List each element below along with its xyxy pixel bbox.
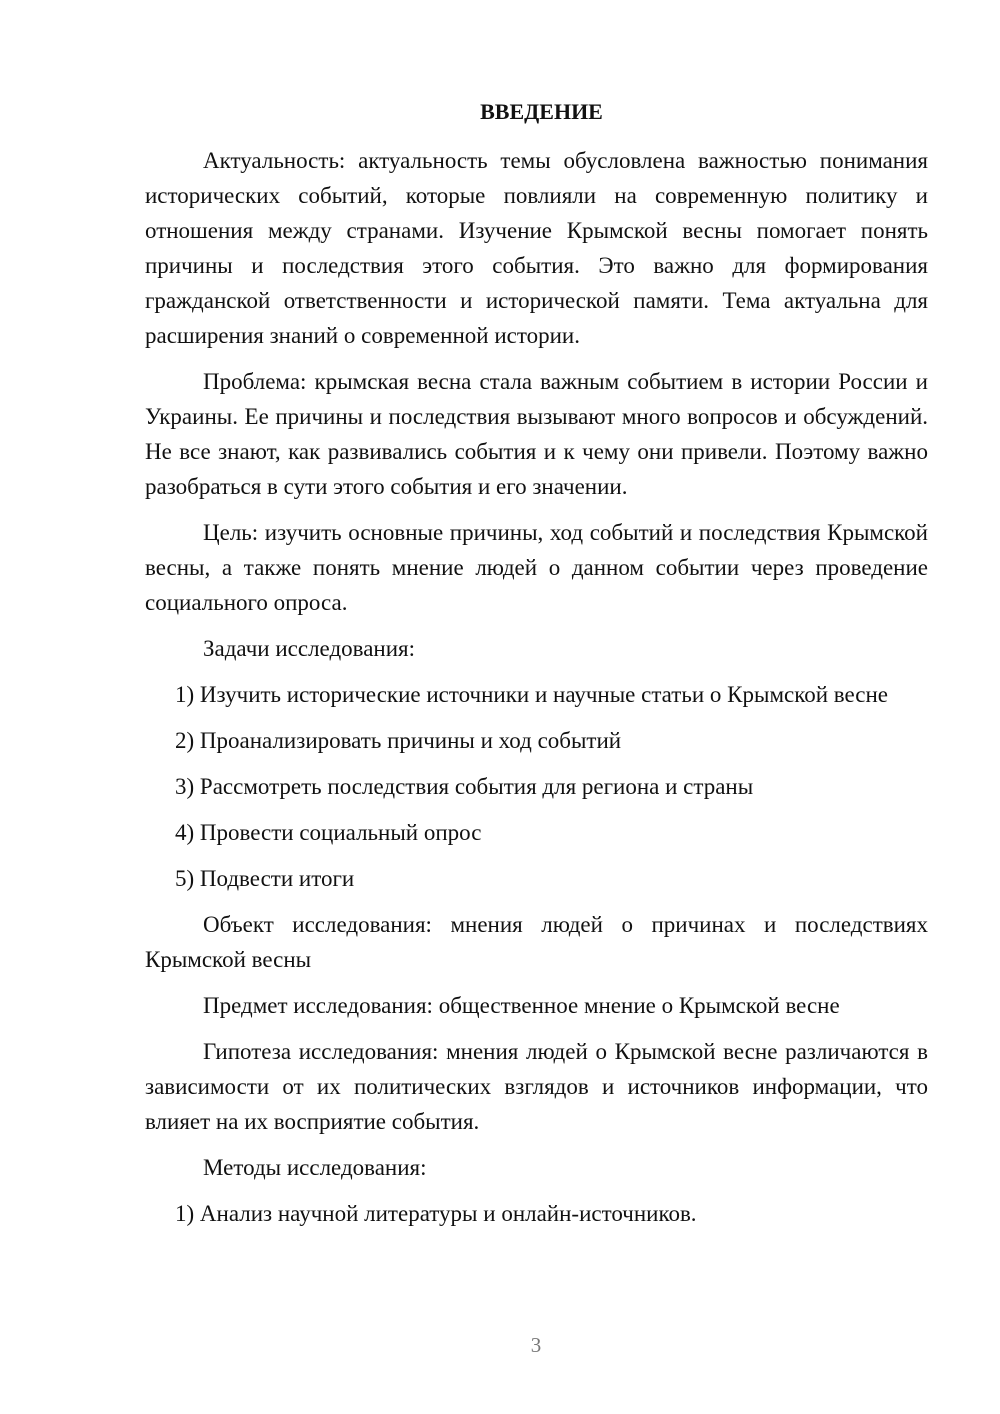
relevance-paragraph: Актуальность: актуальность темы обусловлена важностью понимания исторических событий, которые повлияли на современную политику и отношения между странами. Изучение Крымской весны помогает понять причины и последствия этого события. Это важно для формирования гражданской ответственности и исторической памяти. Тема актуальна для расширения знаний о современной истории. (145, 148, 928, 348)
tasks-heading: Задачи исследования: (203, 636, 416, 661)
task-item: 4) Провести социальный опрос (175, 820, 482, 845)
hypothesis-paragraph: Гипотеза исследования: мнения людей о Крымской весне различаются в зависимости от их политических взглядов и источников информации, что влияет на их восприятие события. (145, 1039, 928, 1134)
task-item: 5) Подвести итоги (175, 866, 355, 891)
object-paragraph: Объект исследования: мнения людей о причинах и последствиях Крымской весны (145, 912, 928, 972)
goal-paragraph: Цель: изучить основные причины, ход событий и последствия Крымской весны, а также понять мнение людей о данном событии через проведение социального опроса. (145, 520, 928, 615)
subject-paragraph: Предмет исследования: общественное мнение о Крымской весне (203, 993, 840, 1018)
methods-heading: Методы исследования: (203, 1155, 427, 1180)
task-item: 3) Рассмотреть последствия события для региона и страны (175, 774, 754, 799)
method-item: 1) Анализ научной литературы и онлайн-источников. (175, 1201, 697, 1226)
task-item: 2) Проанализировать причины и ход событий (175, 728, 622, 753)
task-item: 1) Изучить исторические источники и научные статьи о Крымской весне (175, 682, 888, 707)
section-title: ВВЕДЕНИЕ (480, 99, 603, 124)
problem-paragraph: Проблема: крымская весна стала важным событием в истории России и Украины. Ее причины и последствия вызывают много вопросов и обсуждений. Не все знают, как развивались события и к чему они привели. Поэтому важно разобраться в сути этого события и его значении. (145, 369, 928, 499)
page-body (145, 95, 928, 1242)
page-number: 3 (530, 1333, 542, 1357)
